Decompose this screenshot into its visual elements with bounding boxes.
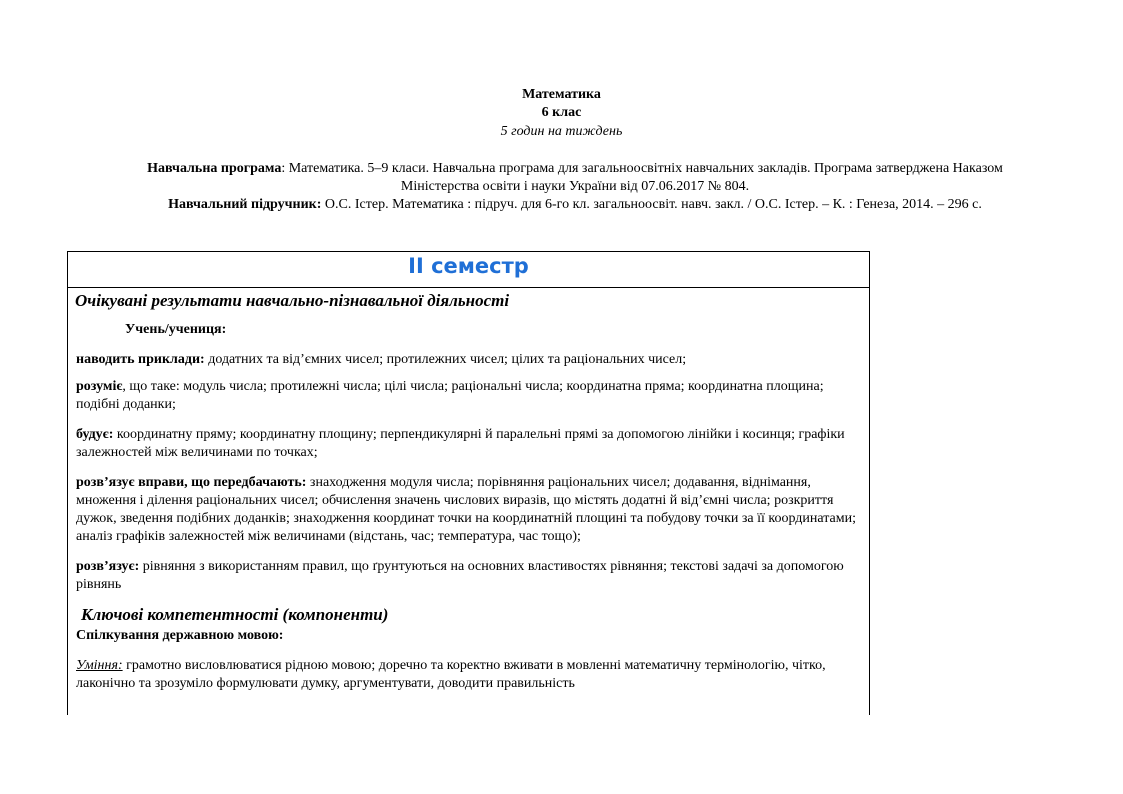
expected-item-label: розв’язує: bbox=[76, 559, 140, 574]
expected-item-text: координатну пряму; координатну площину; перпендикулярні й паралельні прямі за допомогою лінійки і косинця; графіки залежностей між величинами по точках; bbox=[76, 427, 845, 460]
textbook-line bbox=[110, 196, 1040, 214]
expected-results-title: Очікувані результати навчально-пізнавальної діяльності bbox=[75, 291, 510, 310]
expected-item bbox=[76, 351, 861, 369]
expected-item-label: розуміє bbox=[76, 379, 123, 394]
textbook-text: О.С. Істер. Математика : підруч. для 6-го кл. загальноосвіт. навч. закл. / О.С. Істер. – К. : Генеза, 2014. – 296 с. bbox=[321, 197, 982, 212]
expected-item-text: знаходження модуля числа; порівняння раціональних чисел; додавання, віднімання, множення і ділення раціональних чисел; обчислення значень числових виразів, що містять додатні й від’ємні числа; розкриття дужок, зведення подібних доданків; знаходження координат точки на координатній площині та побудову точки за її координатами; аналіз графіків залежностей між величинами (відстань, час; температура, час тощо); bbox=[76, 475, 856, 544]
expected-item bbox=[76, 558, 861, 594]
expected-item bbox=[76, 426, 861, 462]
program-text: : Математика. 5–9 класи. Навчальна програма для загальноосвітніх навчальних закладів. Програма затверджена Наказом Міністерства освіти і науки України від 07.06.2017 № 804. bbox=[281, 161, 1003, 194]
semester-title: II семестр bbox=[68, 252, 869, 288]
expected-item-label: розв’язує вправи, що передбачають: bbox=[76, 475, 307, 490]
program-label: Навчальна програма bbox=[147, 161, 282, 176]
expected-item bbox=[76, 474, 861, 546]
expected-item-text: , що таке: модуль числа; протилежні числа; цілі числа; раціональні числа; координатна пряма; координатна площина; подібні доданки; bbox=[76, 379, 824, 412]
program-line bbox=[110, 160, 1040, 196]
key-competences-title: Ключові компетентності (компоненти) bbox=[81, 605, 389, 624]
communication-heading: Спілкування державною мовою: bbox=[76, 628, 284, 643]
expected-item-text: рівняння з використанням правил, що ґрунтуються на основних властивостях рівняння; текстові задачі за допомогою рівнянь bbox=[76, 559, 844, 592]
expected-item-label: будує: bbox=[76, 427, 114, 442]
program-info bbox=[110, 160, 1040, 214]
expected-item bbox=[76, 378, 861, 414]
semester-table bbox=[67, 251, 870, 715]
skills-label: Уміння: bbox=[76, 658, 123, 673]
skills-text: грамотно висловлюватися рідною мовою; доречно та коректно вживати в мовленні математичну термінологію, чітко, лаконічно та зрозуміло формулювати думку, аргументувати, доводити правильність bbox=[76, 658, 826, 691]
semester-content bbox=[68, 290, 869, 693]
pupil-label: Учень/учениця: bbox=[125, 322, 227, 337]
skills-paragraph bbox=[76, 657, 861, 693]
expected-item-text: додатних та від’ємних чисел; протилежних чисел; цілих та раціональних чисел; bbox=[204, 352, 687, 367]
expected-item-label: наводить приклади: bbox=[76, 352, 205, 367]
document-grade: 6 клас bbox=[541, 105, 582, 120]
document-subject: Математика bbox=[522, 87, 601, 102]
textbook-label: Навчальний підручник: bbox=[168, 197, 322, 212]
document-hours: 5 годин на тиждень bbox=[500, 124, 623, 139]
